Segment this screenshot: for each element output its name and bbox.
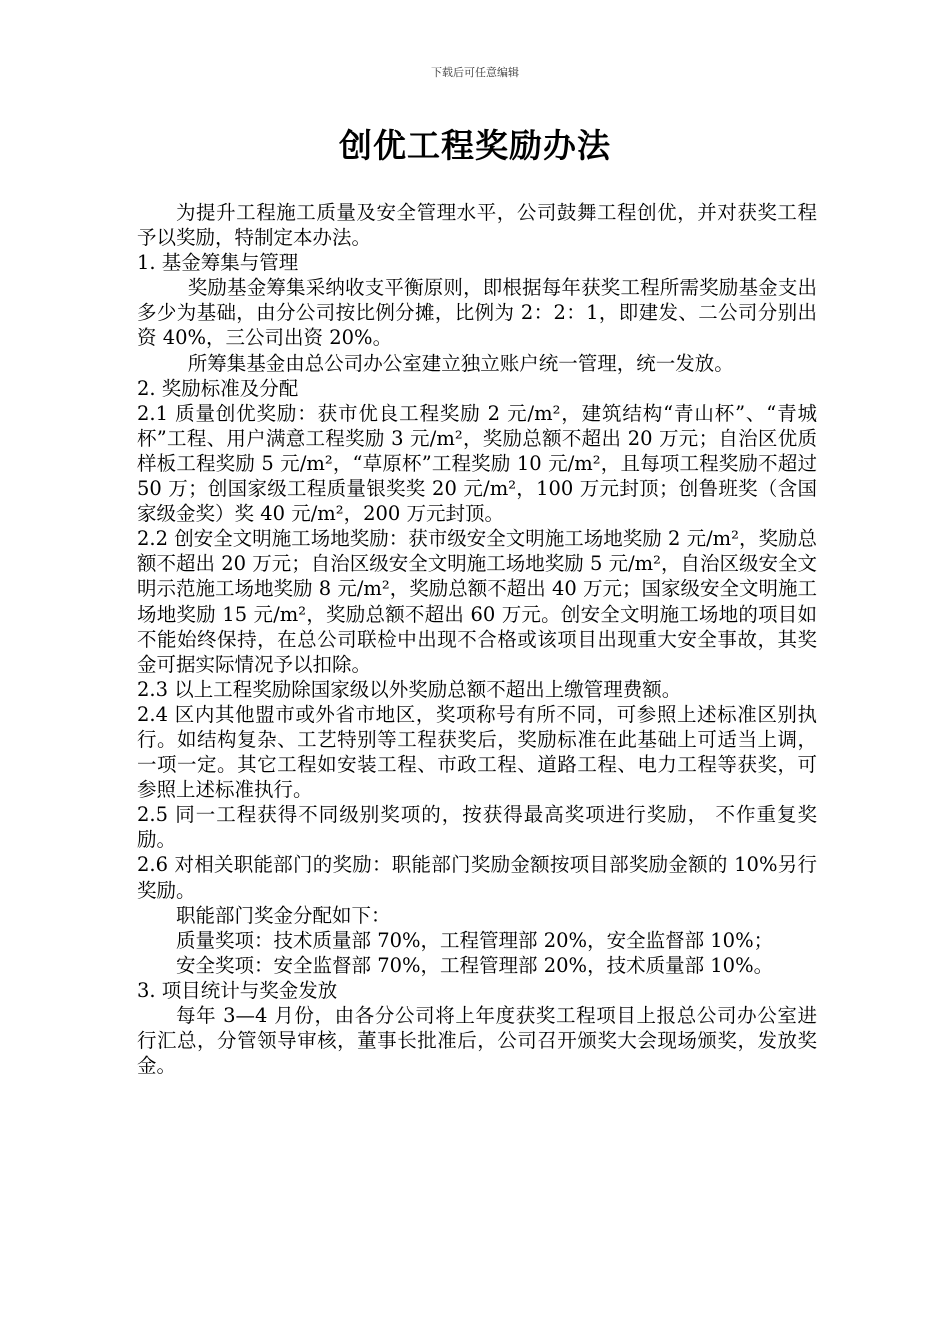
quality-award-distribution: 质量奖项：技术质量部 70%，工程管理部 20%，安全监督部 10%； [176,928,774,952]
section-2-1-paragraph: 2.1 质量创优奖励：获市优良工程奖励 2 元/m²，建筑结构“青山杯”、“青城杯”工程、用户满意工程奖励 3 元/m²，奖励总额不超出 20 万元；自治区优质样板工程奖励 5 元/m²，“草原杯”工程奖励 10 元/m²，且每项工程奖励不超过 50 万；创国家级工程质量银奖奖 20 元/m²，100 万元封顶；创鲁班奖（含国家级金奖）奖 40 元/m²，200 万元封顶。 [137,401,817,526]
section-2-4-paragraph: 2.4 区内其他盟市或外省市地区，奖项称号有所不同，可参照上述标准区别执行。如结构复杂、工艺特别等工程获奖后，奖励标准在此基础上可适当上调，一项一定。其它工程如安装工程、市政工程、道路工程、电力工程等获奖，可参照上述标准执行。 [137,702,817,802]
section-2-2-paragraph: 2.2 创安全文明施工场地奖励：获市级安全文明施工场地奖励 2 元/m²，奖励总额不超出 20 万元；自治区级安全文明施工场地奖励 5 元/m²，自治区级安全文明示范施工场地奖励 8 元/m²，奖励总额不超出 40 万元；国家级安全文明施工场地奖励 15 元/m²，奖励总额不超出 60 万元。创安全文明施工场地的项目如不能始终保持，在总公司联检中出现不合格或该项目出现重大安全事故，其奖金可据实际情况予以扣除。 [137,527,817,676]
section-2-3-paragraph: 2.3 以上工程奖励除国家级以外奖励总额不超出上缴管理费额。 [137,677,682,701]
intro-paragraph: 为提升工程施工质量及安全管理水平，公司鼓舞工程创优，并对获奖工程予以奖励，特制定本办法。 [137,201,817,250]
section-1-paragraph-2: 所筹集基金由总公司办公室建立独立账户统一管理，统一发放。 [187,351,734,375]
section-1-heading: 1. 基金筹集与管理 [137,251,299,275]
safety-award-distribution: 安全奖项：安全监督部 70%，工程管理部 20%，技术质量部 10%。 [176,953,774,977]
document-body [137,200,817,1078]
document-title: 创优工程奖励办法 [339,126,611,165]
section-2-6-paragraph: 2.6 对相关职能部门的奖励：职能部门奖励金额按项目部奖励金额的 10%另行奖励。 [137,853,817,902]
section-2-5-paragraph: 2.5 同一工程获得不同级别奖项的，按获得最高奖项进行奖励， 不作重复奖励。 [137,803,817,852]
section-3-heading: 3. 项目统计与奖金发放 [137,978,338,1002]
section-2-heading: 2. 奖励标准及分配 [137,376,299,400]
section-3-paragraph-1: 每年 3—4 月份，由各分公司将上年度获奖工程项目上报总公司办公室进行汇总，分管领导审核，董事长批准后，公司召开颁奖大会现场颁奖，发放奖金。 [137,1004,817,1078]
header-note: 下载后可任意编辑 [431,66,519,79]
section-1-paragraph-1: 奖励基金筹集采纳收支平衡原则，即根据每年获奖工程所需奖励基金支出多少为基础，由分公司按比例分摊，比例为 2：2：1，即建发、二公司分别出资 40%，三公司出资 20%。 [137,276,817,350]
distribution-intro: 职能部门奖金分配如下： [176,903,391,927]
